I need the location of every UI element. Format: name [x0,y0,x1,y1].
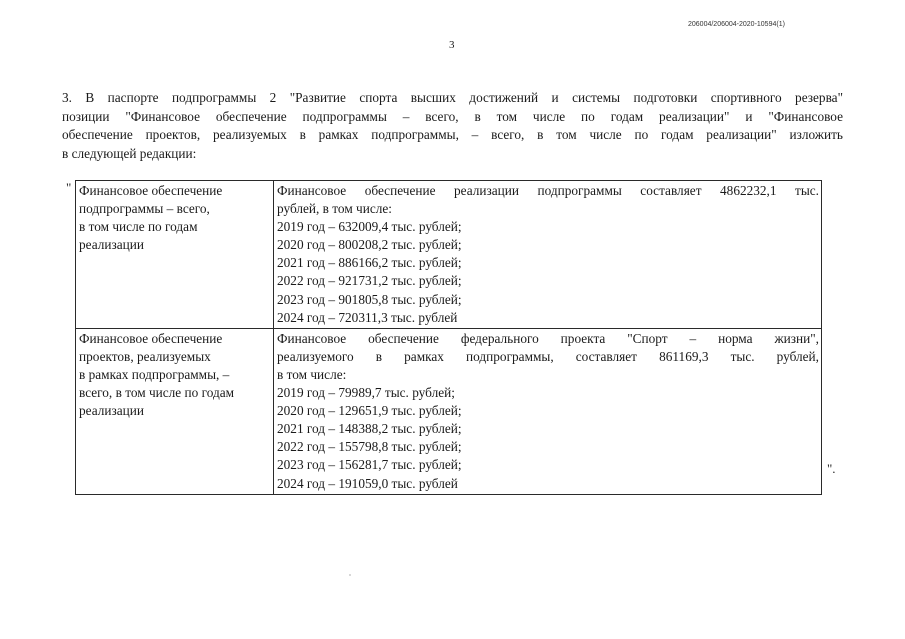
year-amount: 2021 год – 148388,2 тыс. рублей; [277,421,462,437]
year-amount: 2024 год – 720311,3 тыс. рублей [277,309,458,325]
year-amount: 2019 год – 79989,7 тыс. рублей; [277,385,455,401]
label-line: проектов, реализуемых [79,348,211,364]
table-row [76,181,822,329]
intro-paragraph [62,89,843,163]
row-label-cell [76,328,274,494]
intro-line: в следующей редакции: [62,145,197,161]
year-amount: 2021 год – 886166,2 тыс. рублей; [277,255,462,271]
year-amount: 2023 год – 156281,7 тыс. рублей; [277,457,462,473]
year-amount: 2022 год – 921731,2 тыс. рублей; [277,273,462,289]
table-row [76,328,822,494]
year-amount: 2020 год – 800208,2 тыс. рублей; [277,237,462,253]
label-line: реализации [79,403,144,419]
label-line: реализации [79,237,144,253]
summary-line: Финансовое обеспечение реализации подпрограммы составляет 4862232,1 тыс. [277,183,819,198]
document-id: 206004/206004-2020-10594(1) [688,21,785,28]
row-value-cell [274,328,822,494]
intro-line: позиции "Финансовое обеспечение подпрограммы – всего, в том числе по годам реализации" и "Финансовое [62,108,843,124]
intro-line: 3. В паспорте подпрограммы 2 "Развитие спорта высших достижений и системы подготовки спортивного резерва" [62,90,843,105]
year-amount: 2022 год – 155798,8 тыс. рублей; [277,439,462,455]
closing-quote: ". [827,461,836,476]
year-amount: 2024 год – 191059,0 тыс. рублей [277,475,458,491]
year-amount: 2019 год – 632009,4 тыс. рублей; [277,219,462,235]
label-line: Финансовое обеспечение [79,183,223,198]
intro-line: обеспечение проектов, реализуемых в рамках подпрограммы, – всего, в том числе по годам реализации" изложить [62,127,843,142]
opening-quote: " [66,180,72,195]
page-number: 3 [449,39,455,51]
label-line: подпрограммы – всего, [79,201,210,217]
year-amount: 2020 год – 129651,9 тыс. рублей; [277,403,462,419]
summary-line: рублей, в том числе: [277,201,392,217]
passport-table [75,180,822,495]
summary-line: Финансовое обеспечение федерального проекта "Спорт – норма жизни", [277,330,819,346]
summary-line: реализуемого в рамках подпрограммы, составляет 861169,3 тыс. рублей, [277,348,819,364]
label-line: в рамках подпрограммы, – [79,366,230,382]
year-amount: 2023 год – 901805,8 тыс. рублей; [277,291,462,307]
summary-line: в том числе: [277,366,347,382]
label-line: Финансовое обеспечение [79,330,223,346]
row-label-cell [76,181,274,329]
row-value-cell [274,181,822,329]
label-line: в том числе по годам [79,219,198,235]
scan-speck [349,574,351,576]
label-line: всего, в том числе по годам [79,385,235,401]
